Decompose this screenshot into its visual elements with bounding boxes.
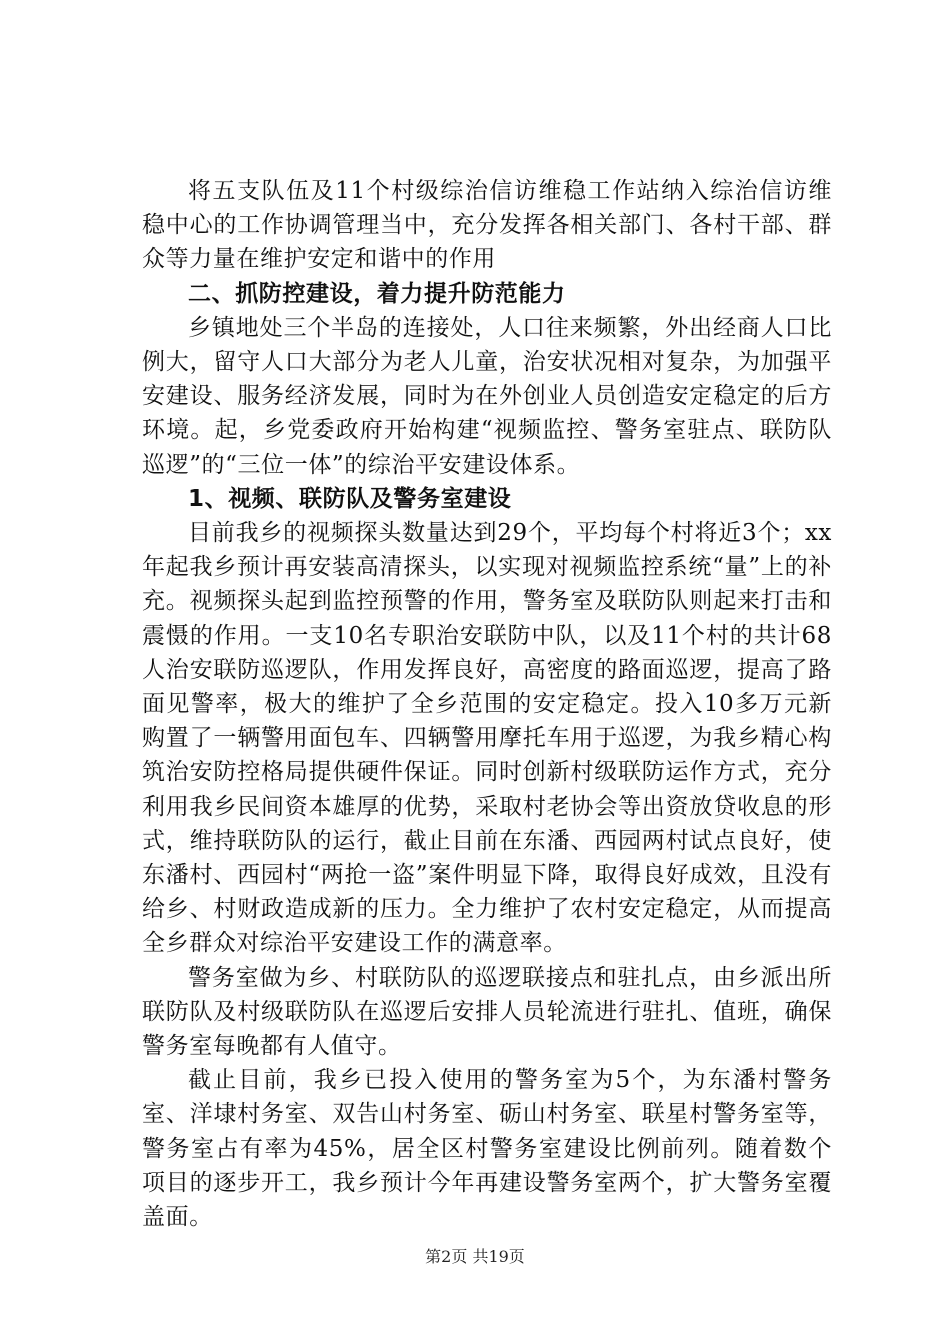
paragraph-township-background: 乡镇地处三个半岛的连接处，人口往来频繁，外出经商人口比例大，留守人口大部分为老人儿童，治安状况相对复杂，为加强平安建设、服务经济发展，同时为在外创业人员创造安定稳定的后方环境。起，乡党委政府开始构建“视频监控、警务室驻点、联防队巡逻”的“三位一体”的综治平安建设体系。 xyxy=(142,314,832,478)
paragraph-police-office-count: 截止目前，我乡已投入使用的警务室为5个，为东潘村警务室、洋埭村务室、双告山村务室、砺山村务室、联星村警务室等，警务室占有率为45%，居全区村警务室建设比例前列。随着数个项目的逐步开工，我乡预计今年再建设警务室两个，扩大警务室覆盖面。 xyxy=(142,1067,832,1231)
subsection-heading-video-police: 1、视频、联防队及警务室建设 xyxy=(188,485,512,512)
paragraph-team-coordination: 将五支队伍及11个村级综治信访维稳工作站纳入综治信访维稳中心的工作协调管理当中，充分发挥各相关部门、各村干部、群众等力量在维护安定和谐中的作用 xyxy=(142,178,832,273)
paragraph-police-office-role: 警务室做为乡、村联防队的巡逻联接点和驻扎点，由乡派出所联防队及村级联防队在巡逻后安排人员轮流进行驻扎、值班，确保警务室每晚都有人值守。 xyxy=(142,964,832,1060)
document-body xyxy=(142,174,832,1234)
paragraph-video-patrol: 目前我乡的视频探头数量达到29个，平均每个村将近3个；xx年起我乡预计再安装高清探头，以实现对视频监控系统“量”上的补充。视频探头起到监控预警的作用，警务室及联防队则起来打击和震慑的作用。一支10名专职治安联防中队，以及11个村的共计68人治安联防巡逻队，作用发挥良好，高密度的路面巡逻，提高了路面见警率，极大的维护了全乡范围的安定稳定。投入10多万元新购置了一辆警用面包车、四辆警用摩托车用于巡逻，为我乡精心构筑治安防控格局提供硬件保证。同时创新村级联防运作方式，充分利用我乡民间资本雄厚的优势，采取村老协会等出资放贷收息的形式，维持联防队的运行，截止目前在东潘、西园两村试点良好，使东潘村、西园村“两抢一盗”案件明显下降，取得良好成效，且没有给乡、村财政造成新的压力。全力维护了农村安定稳定，从而提高全乡群众对综治平安建设工作的满意率。 xyxy=(142,520,832,957)
page-footer: 第2页 共19页 xyxy=(425,1247,525,1266)
section-heading-prevention: 二、抓防控建设，着力提升防范能力 xyxy=(188,280,566,307)
